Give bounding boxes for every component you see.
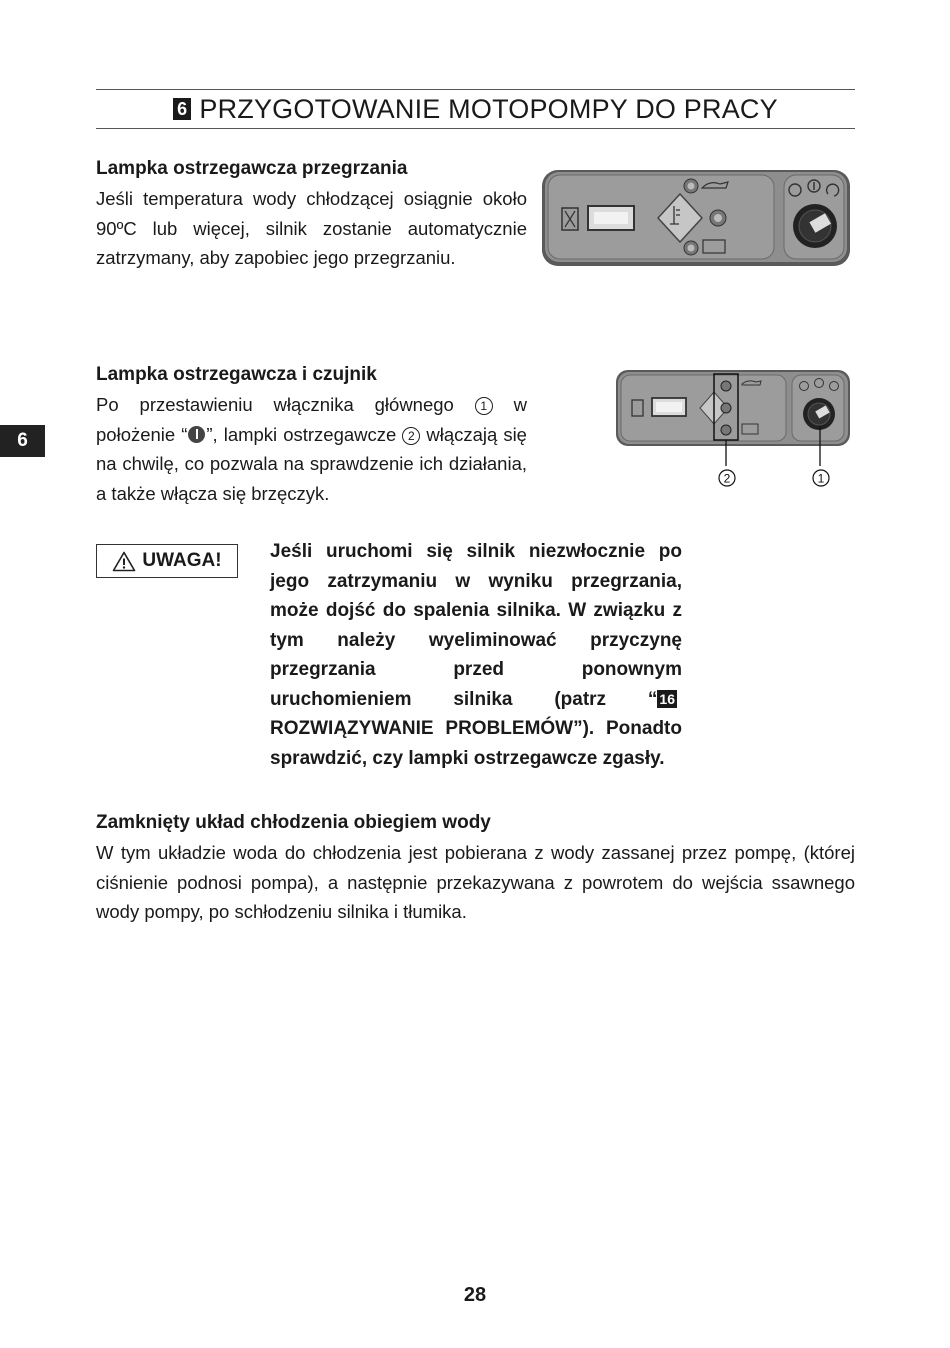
warning-text xyxy=(270,537,682,773)
chapter-number-badge: 6 xyxy=(173,98,191,120)
section-body xyxy=(96,390,527,508)
warning-triangle-icon xyxy=(112,551,136,572)
header-top-rule xyxy=(96,89,855,90)
warning-label: UWAGA! xyxy=(142,550,222,571)
page-title-text: PRZYGOTOWANIE MOTOPOMPY DO PRACY xyxy=(199,93,778,124)
power-on-icon xyxy=(188,426,205,443)
figure-callout-1: 1 xyxy=(817,471,825,486)
page-title xyxy=(96,92,855,126)
chapter-side-tab: 6 xyxy=(0,425,45,457)
callout-ref-1: 1 xyxy=(475,397,493,415)
figure-callout-2: 2 xyxy=(723,471,731,486)
section-body: W tym układzie woda do chłodzenia jest pobierana z wody zassanej przez pompę, (której ciśnienie podnosi pompa), a następnie przekazywana z powrotem do wejścia ssawnego wody pompy, po schłodzeniu silnika i tłumika. xyxy=(96,842,855,922)
section-overheat-lamp xyxy=(96,154,527,273)
warning-label-box xyxy=(96,544,238,578)
header-bottom-rule xyxy=(96,128,855,129)
section-heading: Lampka ostrzegawcza przegrzania xyxy=(96,158,408,179)
chapter-ref-badge: 16 xyxy=(659,690,675,707)
page-number: 28 xyxy=(463,1284,487,1306)
body-text: w położenie “ xyxy=(96,394,528,445)
callout-ref-2: 2 xyxy=(402,427,420,445)
body-text: włączają się na chwilę, co pozwala na sprawdzenie ich działania, a także włącza się brzęczyk. xyxy=(96,423,527,504)
section-lamp-and-sensor xyxy=(96,360,527,508)
control-panel-figure-2 xyxy=(614,368,856,492)
section-closed-cooling xyxy=(96,808,855,927)
section-body: Jeśli temperatura wody chłodzącej osiągnie około 90ºC lub więcej, silnik zostanie automatycznie zatrzymany, aby zapobiec jego przegrzaniu. xyxy=(96,188,527,268)
section-heading: Lampka ostrzegawcza i czujnik xyxy=(96,364,377,385)
section-heading: Zamknięty układ chłodzenia obiegiem wody xyxy=(96,812,491,833)
warning-body: ROZWIĄZYWANIE PROBLEMÓW”). Ponadto sprawdzić, czy lampki ostrzegawcze zgasły. xyxy=(270,718,682,769)
control-panel-figure-1 xyxy=(540,166,854,270)
body-text: ”, lampki ostrzegawcze xyxy=(206,423,403,445)
warning-body: Jeśli uruchomi się silnik niezwłocznie po jego zatrzymaniu w wyniku przegrzania, może dojść do spalenia silnika. W związku z tym należy wyeliminować przyczynę przegrzania przed ponownym uruchomieniem silnika (patrz “ xyxy=(270,541,682,710)
body-text: Po przestawieniu włącznika głównego xyxy=(96,394,475,415)
